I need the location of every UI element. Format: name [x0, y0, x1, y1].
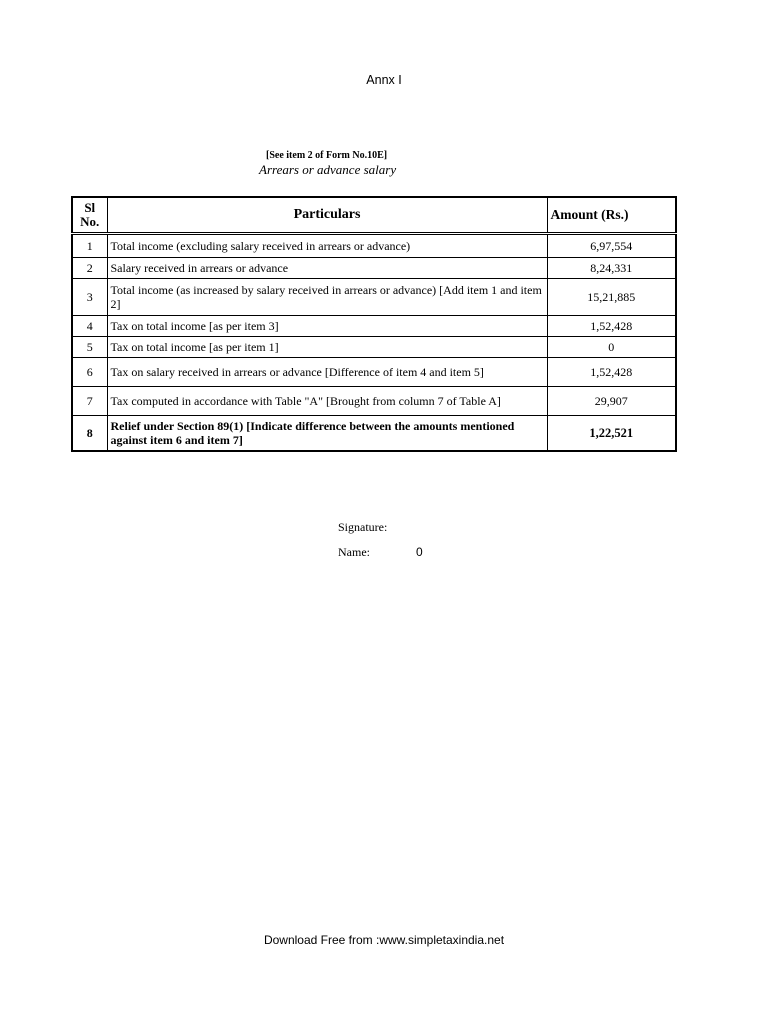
row-sl-no: 4	[72, 316, 107, 337]
header-particulars: Particulars	[107, 197, 547, 234]
signature-label: Signature:	[338, 520, 388, 534]
header-sl-no: Sl No.	[72, 197, 107, 234]
row-amount: 1,52,428	[547, 316, 676, 337]
table-row	[72, 387, 676, 416]
table-row	[72, 279, 676, 316]
row-particulars: Tax computed in accordance with Table "A" [Brought from column 7 of Table A]	[107, 387, 547, 416]
relief-calculation-table	[71, 196, 677, 452]
row-amount: 0	[547, 337, 676, 358]
row-particulars: Total income (excluding salary received in arrears or advance)	[107, 234, 547, 258]
row-amount: 29,907	[547, 387, 676, 416]
row-amount: 1,22,521	[547, 416, 676, 452]
table-row	[72, 316, 676, 337]
table-row	[72, 258, 676, 279]
row-particulars: Total income (as increased by salary received in arrears or advance) [Add item 1 and item 2]	[107, 279, 547, 316]
row-particulars: Salary received in arrears or advance	[107, 258, 547, 279]
row-sl-no: 7	[72, 387, 107, 416]
form-reference: [See item 2 of Form No.10E]	[266, 150, 388, 161]
row-particulars: Tax on salary received in arrears or advance [Difference of item 4 and item 5]	[107, 358, 547, 387]
row-sl-no: 8	[72, 416, 107, 452]
footer-download-text: Download Free from :www.simpletaxindia.net	[263, 933, 505, 947]
row-sl-no: 6	[72, 358, 107, 387]
row-sl-no: 5	[72, 337, 107, 358]
row-sl-no: 3	[72, 279, 107, 316]
name-value: 0	[416, 545, 423, 559]
annex-label: Annx I	[366, 73, 402, 87]
header-amount: Amount (Rs.)	[547, 197, 676, 234]
row-particulars: Tax on total income [as per item 3]	[107, 316, 547, 337]
table-header-row	[72, 197, 676, 234]
row-amount: 8,24,331	[547, 258, 676, 279]
table-row	[72, 358, 676, 387]
row-amount: 6,97,554	[547, 234, 676, 258]
row-particulars: Relief under Section 89(1) [Indicate difference between the amounts mentioned against item 6 and item 7]	[107, 416, 547, 452]
table-row-total	[72, 416, 676, 452]
row-sl-no: 2	[72, 258, 107, 279]
row-sl-no: 1	[72, 234, 107, 258]
row-amount: 1,52,428	[547, 358, 676, 387]
form-subtitle: Arrears or advance salary	[259, 162, 397, 177]
name-label: Name:	[338, 545, 370, 559]
row-particulars: Tax on total income [as per item 1]	[107, 337, 547, 358]
table-row	[72, 234, 676, 258]
row-amount: 15,21,885	[547, 279, 676, 316]
table-row	[72, 337, 676, 358]
